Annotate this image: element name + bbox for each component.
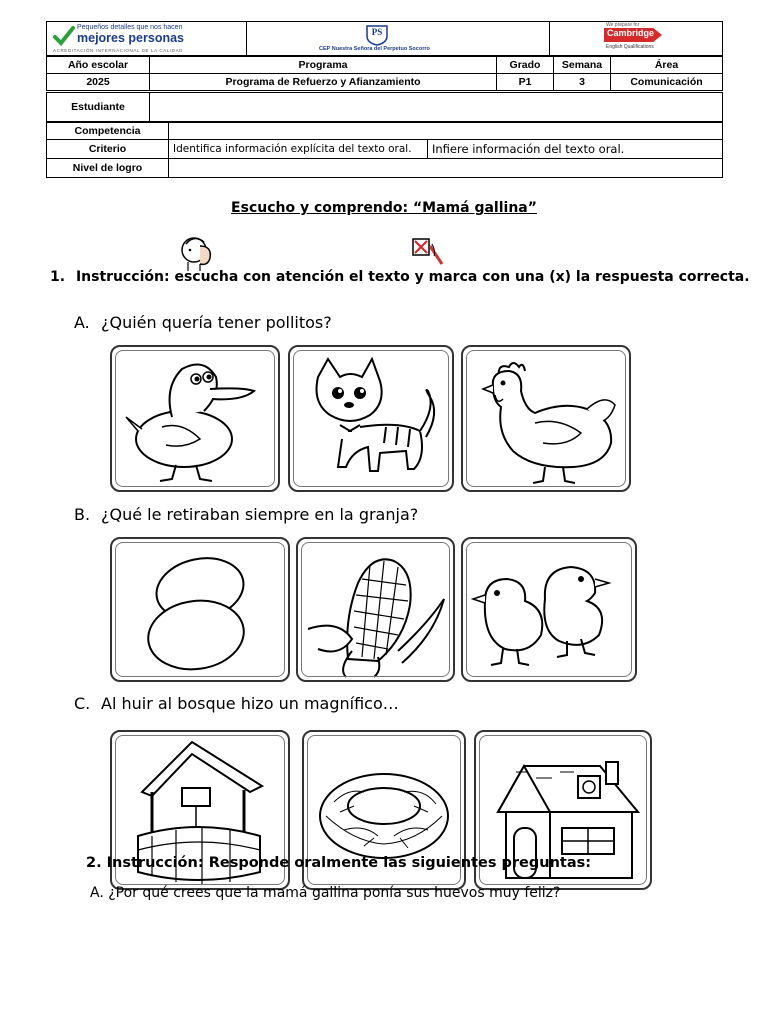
duck-image: [112, 347, 278, 490]
question-a-letter: A.: [74, 313, 90, 332]
brand-name: mejores personas: [77, 31, 184, 45]
hen-image: [463, 347, 629, 490]
nivel-logro-value: [169, 159, 723, 178]
cambridge-subtitle: English Qualifications: [606, 44, 654, 50]
question-b-text: ¿Qué le retiraban siempre en la granja?: [101, 505, 419, 524]
competencia-value: [169, 123, 723, 140]
brand-tagline: Pequeños detalles que nos hacen: [77, 24, 183, 31]
value-semana: 3: [554, 74, 611, 91]
header-programa: Programa: [150, 57, 497, 74]
cambridge-logo-cell: [550, 21, 723, 56]
instruction-2: 2. Instrucción: Responde oralmente las siguientes preguntas:: [86, 855, 592, 871]
instruction-1: [50, 269, 750, 285]
brand-subtitle: ACREDITACIÓN INTERNACIONAL DE LA CALIDAD: [53, 48, 184, 53]
student-label: Estudiante: [47, 93, 150, 122]
cambridge-name: Cambridge: [607, 28, 655, 38]
question-b: [74, 505, 418, 524]
value-ano-escolar: 2025: [47, 74, 150, 91]
question-c-letter: C.: [74, 694, 91, 713]
option-a1-duck[interactable]: [110, 345, 280, 492]
option-b1-eggs[interactable]: [110, 537, 290, 682]
eggs-image: [112, 539, 288, 680]
criterio-1: Identifica información explícita del texto oral.: [169, 140, 428, 159]
school-name: CEP Nuestra Señora del Perpetuo Socorro: [319, 46, 430, 52]
worksheet-title: Escucho y comprendo: “Mamá gallina”: [231, 200, 537, 216]
header-grado: Grado: [497, 57, 554, 74]
header-semana: Semana: [554, 57, 611, 74]
instruction-1-text: Instrucción: escucha con atención el texto y marca con una (x) la respuesta correcta.: [75, 269, 750, 285]
header-area: Área: [611, 57, 723, 74]
nivel-logro-label: Nivel de logro: [47, 159, 169, 178]
info-table: [46, 56, 723, 91]
student-table: [46, 92, 723, 122]
school-initials: PS: [371, 27, 383, 37]
option-b2-corn[interactable]: [296, 537, 455, 682]
value-area: Comunicación: [611, 74, 723, 91]
option-a3-hen[interactable]: [461, 345, 631, 492]
student-name-field[interactable]: [150, 93, 723, 122]
option-b3-chicks[interactable]: [461, 537, 637, 682]
cambridge-tagline: We prepare for: [606, 22, 640, 28]
instruction-1-number: 1.: [50, 269, 66, 285]
mark-x-icon: [412, 238, 446, 266]
value-grado: P1: [497, 74, 554, 91]
question-c-text: Al huir al bosque hizo un magnífico…: [101, 694, 399, 713]
competencia-label: Competencia: [47, 123, 169, 140]
school-logo-cell: [247, 21, 550, 56]
question-2a: A. ¿Por qué crees que la mamá gallina ponía sus huevos muy feliz?: [90, 885, 561, 901]
question-a: [74, 313, 332, 332]
checkmark-icon: [53, 25, 75, 47]
corn-image: [298, 539, 453, 680]
chicks-image: [463, 539, 635, 680]
criterio-label: Criterio: [47, 140, 169, 159]
question-b-letter: B.: [74, 505, 91, 524]
question-a-text: ¿Quién quería tener pollitos?: [101, 313, 332, 332]
criterio-2: Infiere información del texto oral.: [428, 140, 723, 159]
brand-logo-cell: [46, 21, 247, 56]
option-a2-cat[interactable]: [288, 345, 454, 492]
value-programa: Programa de Refuerzo y Afianzamiento: [150, 74, 497, 91]
listening-icon: [178, 234, 218, 272]
header-ano-escolar: Año escolar: [47, 57, 150, 74]
cat-image: [290, 347, 452, 490]
criteria-table: [46, 122, 723, 178]
question-c: [74, 694, 399, 713]
